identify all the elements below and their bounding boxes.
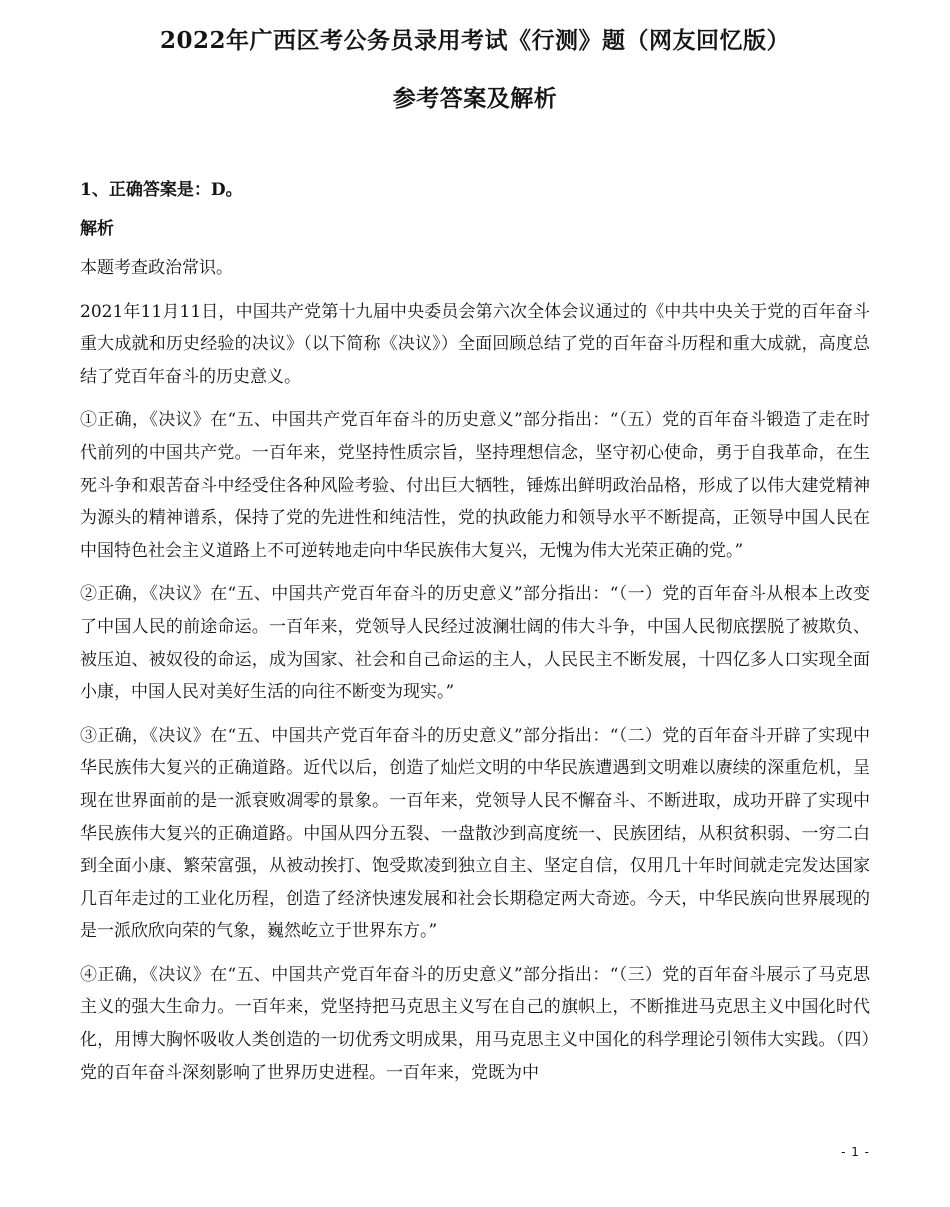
document-subtitle: 参考答案及解析 [392,85,558,112]
paragraph-topic: 本题考查政治常识。 [80,258,233,278]
paragraph-background: 2021年11月11日，中国共产党第十九届中央委员会第六次全体会议通过的《中共中央关于党的百年奋斗重大成就和历史经验的决议》（以下简称《决议》）全面回顾总结了党的百年奋斗历程和重大成就，高度总结了党百年奋斗的历史意义。 [80,301,870,387]
answer-line: 1、正确答案是：D。 [80,180,243,200]
document-title: 2022年广西区考公务员录用考试《行测》题（网友回忆版） [159,27,790,54]
paragraph-point-2: ②正确，《决议》在“五、中国共产党百年奋斗的历史意义”部分指出：“（一）党的百年奋斗从根本上改变了中国人民的前途命运。一百年来，党领导人民经过波澜壮阔的伟大斗争，中国人民彻底摆脱了被欺负、被压迫、被奴役的命运，成为国家、社会和自己命运的主人，人民民主不断发展，十四亿多人口实现全面小康，中国人民对美好生活的向往不断变为现实。” [80,584,870,703]
paragraph-point-1: ①正确，《决议》在“五、中国共产党百年奋斗的历史意义”部分指出：“（五）党的百年奋斗锻造了走在时代前列的中国共产党。一百年来，党坚持性质宗旨，坚持理想信念，坚守初心使命，勇于自我革命，在生死斗争和艰苦奋斗中经受住各种风险考验、付出巨大牺牲，锤炼出鲜明政治品格，形成了以伟大建党精神为源头的精神谱系，保持了党的先进性和纯洁性，党的执政能力和领导水平不断提高，正领导中国人民在中国特色社会主义道路上不可逆转地走向中华民族伟大复兴，无愧为伟大光荣正确的党。” [80,410,870,561]
page-number: - 1 - [841,1145,870,1159]
paragraph-point-3: ③正确，《决议》在“五、中国共产党百年奋斗的历史意义”部分指出：“（二）党的百年奋斗开辟了实现中华民族伟大复兴的正确道路。近代以后，创造了灿烂文明的中华民族遭遇到文明难以赓续的深重危机，呈现在世界面前的是一派衰败凋零的景象。一百年来，党领导人民不懈奋斗、不断进取，成功开辟了实现中华民族伟大复兴的正确道路。中国从四分五裂、一盘散沙到高度统一、民族团结，从积贫积弱、一穷二白到全面小康、繁荣富强，从被动挨打、饱受欺凌到独立自主、坚定自信，仅用几十年时间就走完发达国家几百年走过的工业化历程，创造了经济快速发展和社会长期稳定两大奇迹。今天，中华民族向世界展现的是一派欣欣向荣的气象，巍然屹立于世界东方。” [80,725,870,942]
analysis-body [80,252,870,1100]
analysis-heading: 解析 [80,219,114,239]
paragraph-point-4: ④正确，《决议》在“五、中国共产党百年奋斗的历史意义”部分指出：“（三）党的百年奋斗展示了马克思主义的强大生命力。一百年来，党坚持把马克思主义写在自己的旗帜上，不断推进马克思主义中国化时代化，用博大胸怀吸收人类创造的一切优秀文明成果，用马克思主义中国化的科学理论引领伟大实践。（四）党的百年奋斗深刻影响了世界历史进程。一百年来，党既为中 [80,964,870,1083]
